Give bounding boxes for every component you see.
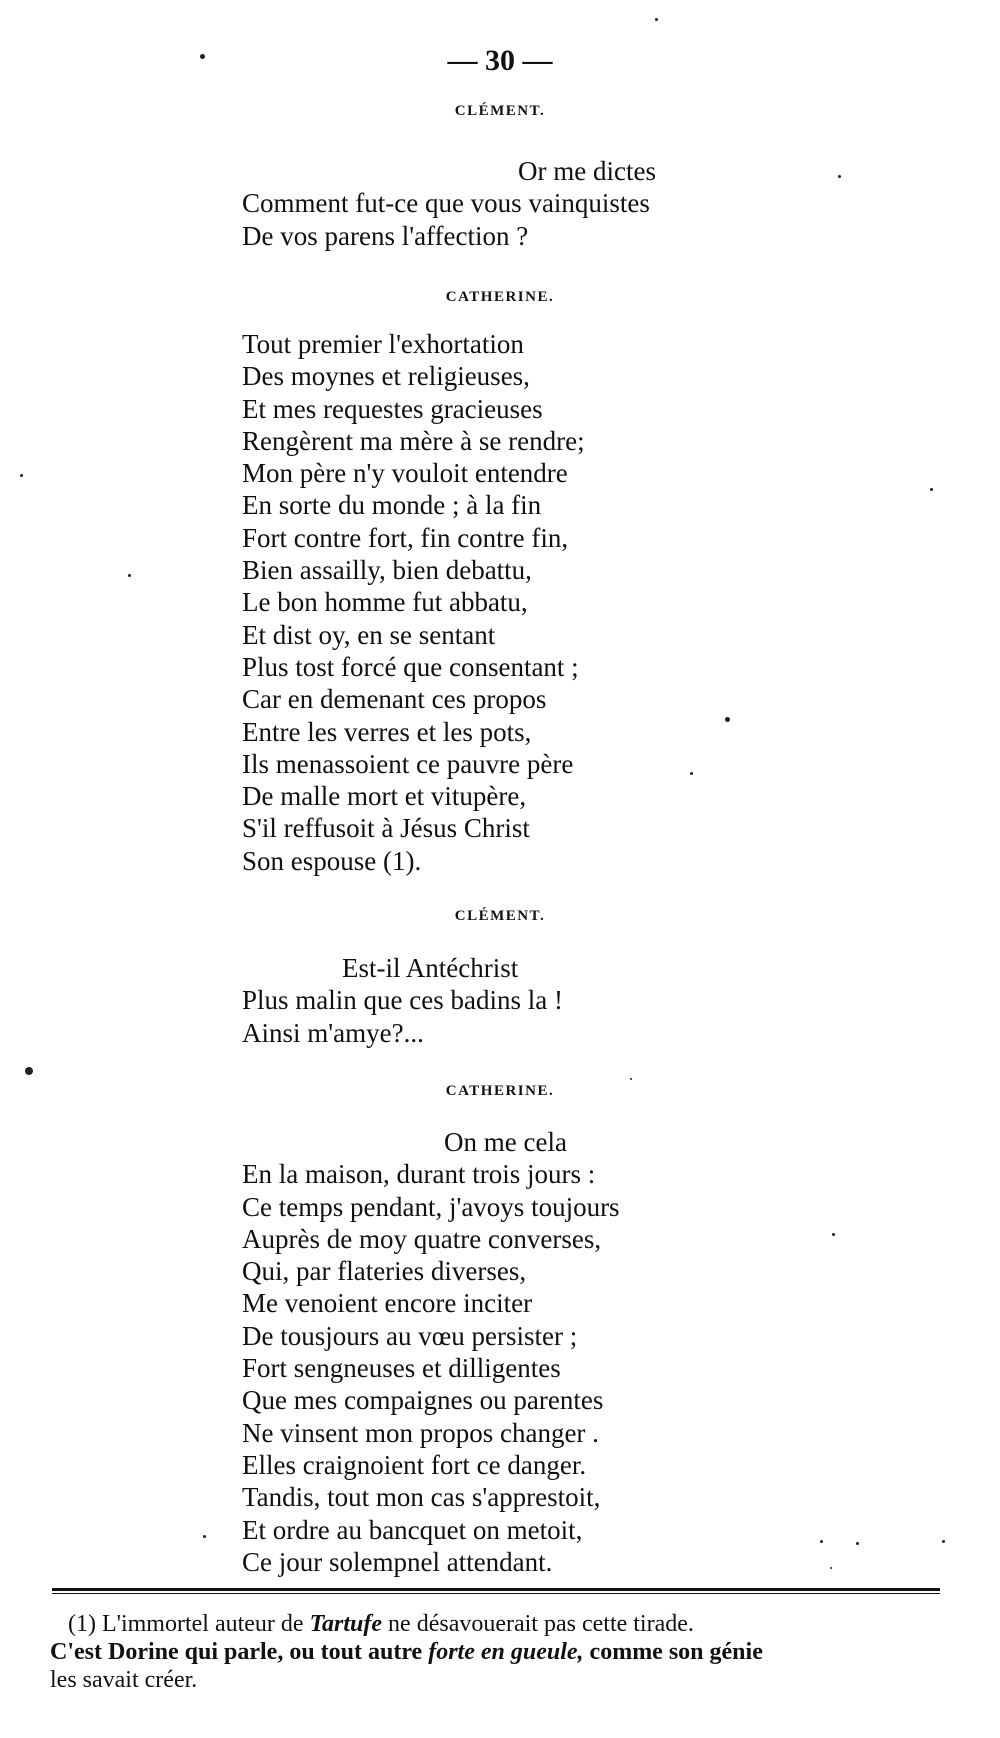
verse-line: Que mes compaignes ou parentes [242, 1385, 604, 1416]
verse-line: En la maison, durant trois jours : [242, 1159, 596, 1190]
footnote-text: les savait créer. [50, 1667, 198, 1693]
verse-line: Plus malin que ces badins la ! [242, 985, 563, 1016]
verse-line: Fort sengneuses et dilligentes [242, 1353, 561, 1384]
scan-speck [725, 717, 730, 722]
footnote-rule [52, 1588, 940, 1591]
verse-line: Or me dictes [518, 156, 656, 186]
scan-speck [930, 488, 933, 491]
scan-speck [655, 18, 658, 21]
speaker-label: CLÉMENT. [454, 103, 546, 119]
scan-speck [832, 1233, 835, 1236]
scan-speck [20, 474, 23, 477]
footnote-text: L'immortel auteur de [101, 1611, 304, 1637]
verse-line: Et mes requestes gracieuses [242, 393, 543, 424]
verse-line: On me cela [444, 1127, 567, 1157]
verse-line: Tout premier l'exhortation [242, 329, 524, 359]
verse-line: De tousjours au vœu persister ; [242, 1320, 578, 1351]
scan-speck [820, 1540, 823, 1543]
page-number: — 30 — [447, 44, 553, 77]
footnote-text: ne désavouerait pas cette tirade. [388, 1611, 694, 1637]
scan-speck [630, 1078, 632, 1080]
scan-speck [25, 1067, 33, 1075]
verse-line: De vos parens l'affection ? [242, 220, 529, 251]
scan-speck [942, 1540, 945, 1543]
verse-line: Et dist oy, en se sentant [242, 619, 496, 650]
verse-line: Qui, par flateries diverses, [242, 1256, 527, 1287]
verse-line: Ce temps pendant, j'avoys toujours [242, 1191, 620, 1222]
verse-line: De malle mort et vitupère, [242, 781, 527, 812]
verse-line: Son espouse (1). [242, 845, 422, 876]
scan-speck [203, 1535, 206, 1538]
verse-line: Est-il Antéchrist [342, 953, 519, 983]
footnote-phrase: forte en gueule, [428, 1639, 584, 1665]
verse-line: Auprès de moy quatre converses, [242, 1223, 602, 1254]
verse-line: S'il reffusoit à Jésus Christ [242, 813, 530, 844]
speaker-label: CATHERINE. [445, 289, 555, 305]
scan-speck [856, 1542, 859, 1545]
verse-line: Le bon homme fut abbatu, [242, 587, 528, 618]
verse-line: En sorte du monde ; à la fin [242, 490, 542, 521]
verse-block [242, 1126, 620, 1578]
verse-line: Tandis, tout mon cas s'apprestoit, [242, 1482, 601, 1513]
verse-line: Mon père n'y vouloit entendre [242, 458, 568, 489]
scan-speck [128, 574, 131, 577]
verse-line: Elles craignoient fort ce danger. [242, 1449, 587, 1480]
footnote-text: comme son génie [589, 1639, 763, 1665]
verse-block [242, 328, 585, 877]
scan-speck [200, 54, 205, 59]
verse-block [242, 155, 656, 252]
scan-speck [838, 175, 841, 178]
verse-line: Ne vinsent mon propos changer . [242, 1417, 599, 1448]
verse-line: Ainsi m'amye?... [242, 1017, 424, 1048]
verse-block [242, 952, 563, 1049]
footnote-work-title: Tartufe [309, 1611, 383, 1637]
verse-line: Rengèrent ma mère à se rendre; [242, 425, 585, 456]
speaker-label: CATHERINE. [445, 1083, 555, 1099]
footnote [50, 1610, 950, 1694]
verse-line: Plus tost forcé que consentant ; [242, 651, 579, 682]
verse-line: Entre les verres et les pots, [242, 716, 532, 747]
verse-line: Des moynes et religieuses, [242, 361, 530, 392]
verse-line: Fort contre fort, fin contre fin, [242, 522, 569, 553]
scan-speck [830, 1567, 832, 1569]
speaker-label: CLÉMENT. [454, 908, 546, 924]
verse-line: Car en demenant ces propos [242, 684, 547, 715]
scan-speck [690, 772, 693, 775]
footnote-rule-thin [52, 1593, 940, 1594]
verse-line: Me venoient encore inciter [242, 1288, 533, 1319]
verse-line: Comment fut-ce que vous vainquistes [242, 188, 650, 219]
verse-line: Ils menassoient ce pauvre père [242, 748, 574, 779]
footnote-marker: (1) [68, 1611, 96, 1637]
verse-line: Et ordre au bancquet on metoit, [242, 1514, 583, 1545]
footnote-text: C'est Dorine qui parle, ou tout autre [50, 1639, 423, 1665]
verse-line: Ce jour solempnel attendant. [242, 1546, 553, 1577]
verse-line: Bien assailly, bien debattu, [242, 555, 532, 586]
